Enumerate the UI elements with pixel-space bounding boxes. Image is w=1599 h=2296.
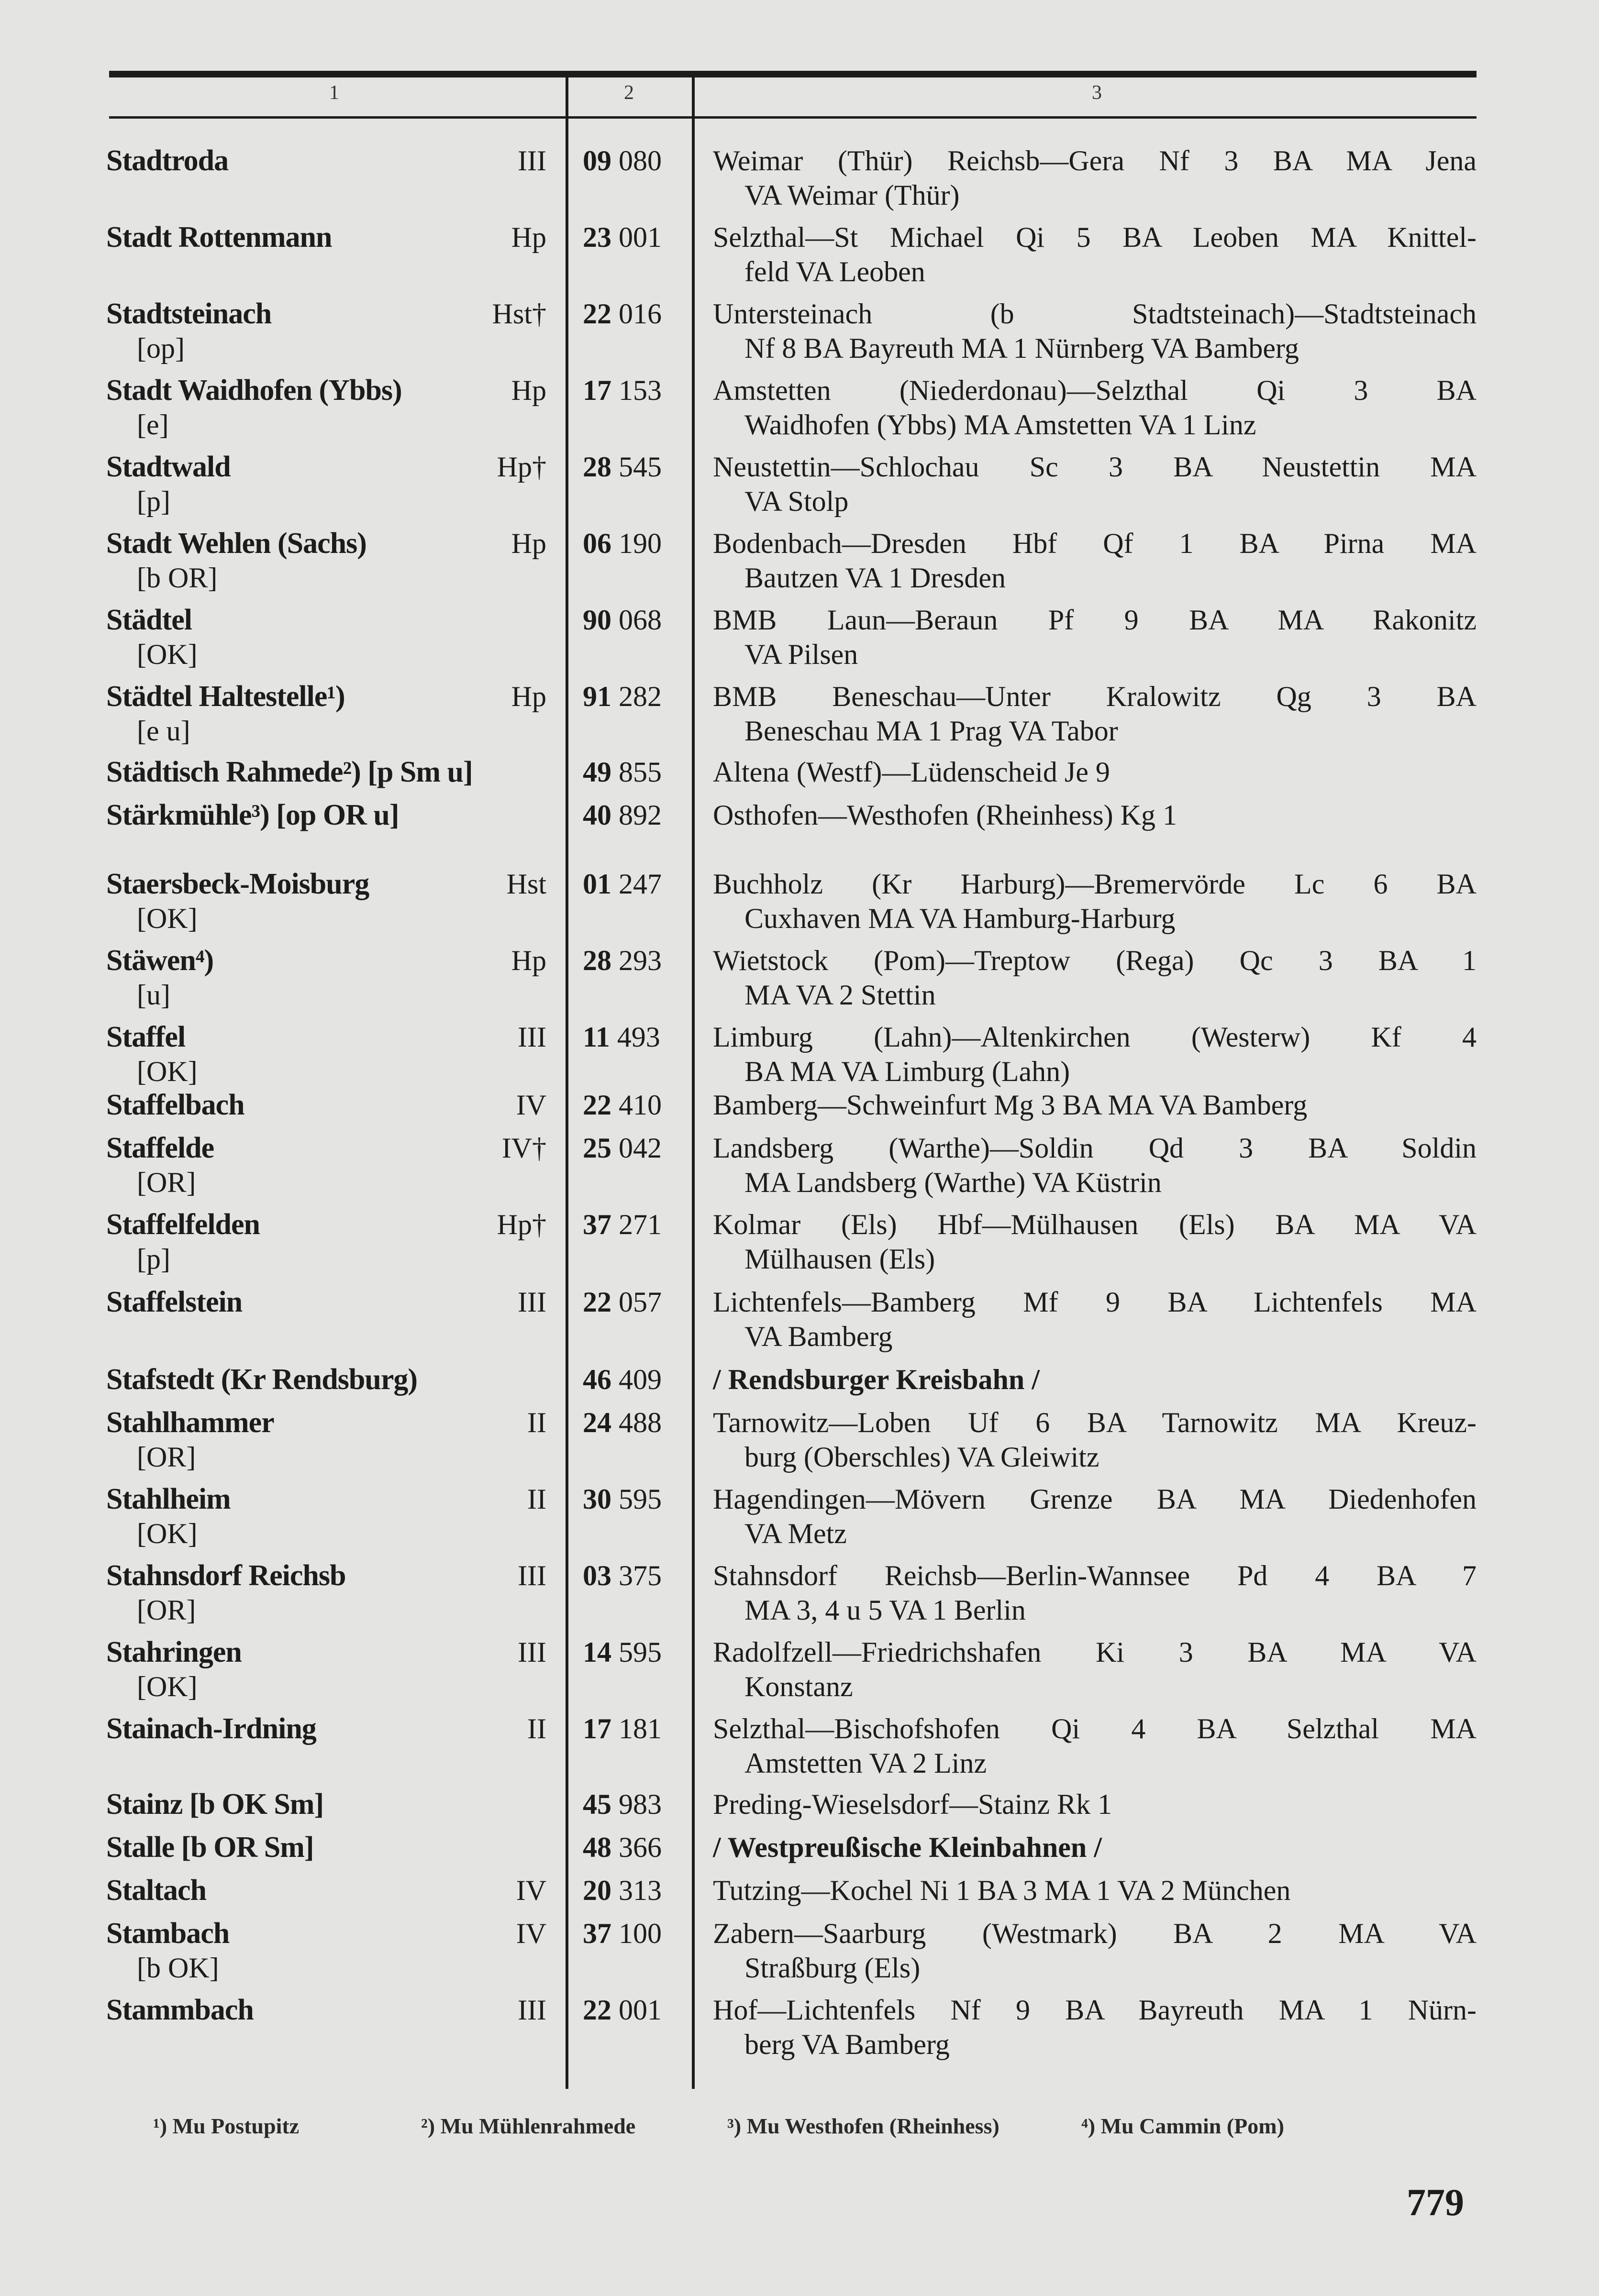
station-notes: [p] — [137, 1243, 170, 1275]
station-name: Stäwen⁴) — [106, 944, 214, 977]
station-row — [0, 1635, 1599, 1711]
station-description — [713, 798, 1477, 832]
station-code-prefix: 28 — [583, 451, 611, 483]
station-description — [713, 297, 1477, 365]
station-row — [0, 1405, 1599, 1482]
description-line-1: / Westpreußische Kleinbahnen / — [713, 1832, 1102, 1863]
station-name: Stammbach — [106, 1994, 254, 2026]
description-line-1: Wietstock (Pom)—Treptow (Rega) Qc 3 BA 1 — [713, 945, 1477, 976]
column-header-2: 2 — [624, 82, 634, 104]
station-description — [713, 943, 1477, 1012]
station-class: Hp — [511, 681, 546, 712]
description-line-1: / Rendsburger Kreisbahn / — [713, 1364, 1040, 1395]
station-code-prefix: 48 — [583, 1832, 611, 1863]
station-code — [583, 1482, 678, 1516]
station-code-prefix: 28 — [583, 945, 611, 976]
station-code-number: 409 — [619, 1364, 662, 1395]
station-class: Hp — [511, 945, 546, 976]
station-row — [0, 1207, 1599, 1284]
station-class: II — [527, 1407, 546, 1438]
station-code-number: 595 — [619, 1483, 662, 1515]
station-notes: [OK] — [137, 639, 198, 670]
station-class: IV — [516, 1918, 546, 1949]
description-line-2: VA Stolp — [744, 486, 849, 517]
footnote-4: ⁴) Mu Cammin (Pom) — [1081, 2114, 1284, 2138]
station-code-number: 293 — [619, 945, 662, 976]
station-notes: [OR] — [137, 1167, 196, 1198]
station-code-prefix: 24 — [583, 1407, 611, 1438]
description-line-1: Limburg (Lahn)—Altenkirchen (Westerw) Kf 4 — [713, 1021, 1477, 1053]
station-code-number: 057 — [619, 1286, 662, 1318]
station-code — [583, 1558, 678, 1593]
station-code-prefix: 17 — [583, 1713, 611, 1744]
station-code — [583, 1993, 678, 2027]
station-code-prefix: 91 — [583, 681, 611, 712]
station-code-number: 080 — [619, 145, 662, 177]
station-class: Hst — [506, 868, 546, 900]
column-header-1: 1 — [329, 82, 339, 104]
station-code — [583, 1020, 678, 1054]
station-code — [583, 679, 678, 714]
description-line-1: Lichtenfels—Bamberg Mf 9 BA Lichtenfels MA — [713, 1286, 1477, 1318]
station-code-prefix: 20 — [583, 1875, 611, 1906]
station-code-prefix: 25 — [583, 1132, 611, 1164]
station-name: Stadtwald — [106, 451, 231, 483]
description-line-1: Zabern—Saarburg (Westmark) BA 2 MA VA — [713, 1918, 1477, 1949]
description-line-1: Radolfzell—Friedrichshafen Ki 3 BA MA VA — [713, 1636, 1477, 1668]
station-description — [713, 1916, 1477, 1985]
station-row — [0, 867, 1599, 943]
station-description — [713, 1711, 1477, 1780]
station-description — [713, 1020, 1477, 1089]
station-code-number: 855 — [619, 756, 662, 788]
description-line-2: Beneschau MA 1 Prag VA Tabor — [744, 715, 1118, 747]
station-notes: [e] — [137, 409, 169, 441]
station-description — [713, 755, 1477, 789]
description-line-1: Kolmar (Els) Hbf—Mülhausen (Els) BA MA VA — [713, 1209, 1477, 1240]
station-description — [713, 1207, 1477, 1276]
station-class: II — [527, 1713, 546, 1744]
description-line-2: VA Pilsen — [744, 639, 858, 670]
station-code — [583, 144, 678, 178]
station-row — [0, 1916, 1599, 1993]
station-code-number: 410 — [619, 1089, 662, 1121]
station-code — [583, 526, 678, 561]
station-code — [583, 603, 678, 637]
station-row — [0, 603, 1599, 679]
description-line-2: VA Weimar (Thür) — [744, 179, 960, 211]
description-line-2: MA Landsberg (Warthe) VA Küstrin — [744, 1167, 1162, 1198]
station-description — [713, 867, 1477, 936]
station-row — [0, 450, 1599, 526]
station-code-prefix: 37 — [583, 1209, 611, 1240]
station-name: Stafstedt (Kr Rendsburg) — [106, 1363, 417, 1396]
description-line-1: Tutzing—Kochel Ni 1 BA 3 MA 1 VA 2 München — [713, 1875, 1291, 1906]
station-name: Städtel Haltestelle¹) — [106, 680, 345, 713]
station-notes: [OK] — [137, 903, 198, 934]
description-line-2: feld VA Leoben — [744, 256, 925, 287]
station-code-number: 181 — [619, 1713, 662, 1744]
station-code-prefix: 23 — [583, 221, 611, 253]
column-header-3: 3 — [1092, 82, 1102, 104]
station-code-prefix: 01 — [583, 868, 611, 900]
station-class: III — [518, 145, 546, 177]
description-line-1: Neustettin—Schlochau Sc 3 BA Neustettin MA — [713, 451, 1477, 483]
station-row — [0, 526, 1599, 603]
station-code-number: 983 — [619, 1788, 662, 1820]
station-class: III — [518, 1021, 546, 1053]
description-line-1: Osthofen—Westhofen (Rheinhess) Kg 1 — [713, 799, 1177, 831]
station-name: Staffelstein — [106, 1286, 243, 1318]
station-code — [583, 373, 678, 408]
station-name: Stahlhammer — [106, 1406, 274, 1439]
station-notes: [e u] — [137, 715, 190, 747]
station-code — [583, 755, 678, 789]
station-code-prefix: 09 — [583, 145, 611, 177]
description-line-1: Stahnsdorf Reichsb—Berlin-Wannsee Pd 4 BA 7 — [713, 1560, 1477, 1591]
station-description — [713, 603, 1477, 672]
station-code — [583, 297, 678, 331]
station-code-prefix: 22 — [583, 1089, 611, 1121]
station-class: Hp† — [497, 1209, 546, 1240]
station-notes: [OK] — [137, 1056, 198, 1087]
station-code — [583, 1405, 678, 1440]
station-description — [713, 1635, 1477, 1704]
station-code-prefix: 17 — [583, 375, 611, 406]
station-code — [583, 1830, 678, 1865]
station-code-prefix: 46 — [583, 1364, 611, 1395]
station-name: Staffelbach — [106, 1089, 244, 1121]
station-code — [583, 867, 678, 901]
station-row — [0, 1020, 1599, 1096]
station-code-prefix: 40 — [583, 799, 611, 831]
station-description — [713, 1830, 1477, 1865]
station-code-number: 068 — [619, 604, 662, 636]
station-name: Staffelde — [106, 1132, 214, 1164]
description-line-2: MA VA 2 Stettin — [744, 979, 936, 1011]
station-row — [0, 943, 1599, 1020]
station-description — [713, 1558, 1477, 1627]
footnote-1: ¹) Mu Postupitz — [153, 2114, 300, 2138]
station-name: Städtel — [106, 604, 192, 636]
description-line-2: VA Bamberg — [744, 1321, 893, 1352]
station-row — [0, 373, 1599, 450]
station-code-number: 153 — [619, 375, 662, 406]
page-number: 779 — [1407, 2182, 1464, 2224]
description-line-1: Altena (Westf)—Lüdenscheid Je 9 — [713, 756, 1110, 788]
station-code — [583, 798, 678, 832]
description-line-2: Straßburg (Els) — [744, 1952, 921, 1984]
station-code-number: 247 — [619, 868, 662, 900]
station-notes: [op] — [137, 332, 185, 364]
station-class: III — [518, 1994, 546, 2026]
station-code — [583, 1131, 678, 1165]
station-class: IV† — [501, 1132, 546, 1164]
station-row — [0, 1131, 1599, 1207]
station-notes: [p] — [137, 486, 170, 517]
station-code-number: 100 — [619, 1918, 662, 1949]
station-code-prefix: 30 — [583, 1483, 611, 1515]
description-line-1: Bamberg—Schweinfurt Mg 3 BA MA VA Bamberg — [713, 1089, 1308, 1121]
description-line-2: VA Metz — [744, 1518, 847, 1549]
station-code — [583, 450, 678, 484]
station-row — [0, 220, 1599, 297]
station-description — [713, 144, 1477, 212]
station-name: Stainach-Irdning — [106, 1712, 316, 1745]
station-name: Stainz [b OK Sm] — [106, 1788, 324, 1821]
station-name: Stadt Waidhofen (Ybbs) — [106, 374, 402, 407]
station-description — [713, 526, 1477, 595]
station-notes: [b OK] — [137, 1952, 219, 1984]
description-line-1: Hof—Lichtenfels Nf 9 BA Bayreuth MA 1 Nürn- — [713, 1994, 1477, 2026]
station-code-prefix: 14 — [583, 1636, 611, 1668]
station-code-number: 366 — [619, 1832, 662, 1863]
station-code — [583, 1088, 678, 1122]
station-notes: [OK] — [137, 1518, 198, 1549]
station-name: Staersbeck-Moisburg — [106, 868, 369, 900]
station-code-number: 001 — [619, 221, 662, 253]
station-code-number: 001 — [619, 1994, 662, 2026]
station-code — [583, 1207, 678, 1242]
station-code-number: 488 — [619, 1407, 662, 1438]
station-code — [583, 943, 678, 978]
station-name: Stahringen — [106, 1636, 242, 1668]
description-line-2: Nf 8 BA Bayreuth MA 1 Nürnberg VA Bamberg — [744, 332, 1299, 364]
description-line-2: BA MA VA Limburg (Lahn) — [744, 1056, 1070, 1087]
description-line-1: Untersteinach (b Stadtsteinach)—Stadtsteinach — [713, 298, 1477, 330]
description-line-1: Amstetten (Niederdonau)—Selzthal Qi 3 BA — [713, 375, 1477, 406]
station-code-number: 545 — [619, 451, 662, 483]
station-code — [583, 1285, 678, 1319]
description-line-2: berg VA Bamberg — [744, 2029, 950, 2060]
station-name: Staffelfelden — [106, 1208, 260, 1241]
station-code-prefix: 06 — [583, 528, 611, 559]
station-row — [0, 297, 1599, 373]
station-class: Hp† — [497, 451, 546, 483]
station-code — [583, 1635, 678, 1669]
station-row — [0, 1482, 1599, 1558]
description-line-2: Mülhausen (Els) — [744, 1243, 935, 1275]
station-code-number: 282 — [619, 681, 662, 712]
station-row — [0, 1711, 1599, 1788]
station-code-prefix: 03 — [583, 1560, 611, 1591]
station-code-number: 042 — [619, 1132, 662, 1164]
station-class: III — [518, 1636, 546, 1668]
station-code-number: 375 — [619, 1560, 662, 1591]
description-line-1: Selzthal—St Michael Qi 5 BA Leoben MA Knittel- — [713, 221, 1477, 253]
station-code — [583, 1787, 678, 1821]
station-description — [713, 1131, 1477, 1200]
station-description — [713, 1088, 1477, 1122]
station-description — [713, 1405, 1477, 1474]
station-code — [583, 1362, 678, 1397]
description-line-1: Weimar (Thür) Reichsb—Gera Nf 3 BA MA Jena — [713, 145, 1477, 177]
station-name: Stärkmühle³) [op OR u] — [106, 799, 399, 831]
header-top-rule — [109, 71, 1477, 77]
description-line-1: Selzthal—Bischofshofen Qi 4 BA Selzthal MA — [713, 1713, 1477, 1744]
station-name: Stambach — [106, 1917, 230, 1950]
station-name: Städtisch Rahmede²) [p Sm u] — [106, 756, 473, 788]
station-class: IV — [516, 1875, 546, 1906]
description-line-2: Konstanz — [744, 1671, 853, 1702]
station-class: III — [518, 1560, 546, 1591]
station-name: Staltach — [106, 1874, 206, 1907]
station-class: Hp — [511, 375, 546, 406]
station-notes: [OR] — [137, 1594, 196, 1626]
station-name: Stadt Rottenmann — [106, 221, 332, 254]
station-class: II — [527, 1483, 546, 1515]
station-code-prefix: 22 — [583, 298, 611, 330]
station-name: Stadt Wehlen (Sachs) — [106, 527, 366, 560]
station-name: Staffel — [106, 1021, 186, 1053]
station-description — [713, 1362, 1477, 1397]
station-class: Hp — [511, 221, 546, 253]
footnote-2: ²) Mu Mühlenrahmede — [421, 2114, 636, 2138]
station-description — [713, 1787, 1477, 1821]
description-line-2: Cuxhaven MA VA Hamburg-Harburg — [744, 903, 1176, 934]
station-code-number: 271 — [619, 1209, 662, 1240]
station-code-prefix: 45 — [583, 1788, 611, 1820]
station-code — [583, 1916, 678, 1951]
station-name: Stalle [b OR Sm] — [106, 1831, 314, 1864]
station-class: Hp — [511, 528, 546, 559]
footnote-3: ³) Mu Westhofen (Rheinhess) — [727, 2114, 999, 2138]
station-description — [713, 1285, 1477, 1354]
station-code-prefix: 37 — [583, 1918, 611, 1949]
description-line-1: Preding-Wieselsdorf—Stainz Rk 1 — [713, 1788, 1112, 1820]
description-line-2: Waidhofen (Ybbs) MA Amstetten VA 1 Linz — [744, 409, 1256, 441]
description-line-2: MA 3, 4 u 5 VA 1 Berlin — [744, 1594, 1026, 1626]
description-line-1: Buchholz (Kr Harburg)—Bremervörde Lc 6 BA — [713, 868, 1477, 900]
station-code-prefix: 49 — [583, 756, 611, 788]
station-code-number: 892 — [619, 799, 662, 831]
station-code-number: 190 — [619, 528, 662, 559]
station-name: Stadtroda — [106, 144, 229, 177]
description-line-1: Tarnowitz—Loben Uf 6 BA Tarnowitz MA Kreuz- — [713, 1407, 1477, 1438]
station-code-prefix: 11 — [583, 1021, 610, 1053]
station-notes: [OR] — [137, 1441, 196, 1473]
description-line-2: Bautzen VA 1 Dresden — [744, 562, 1006, 594]
station-code — [583, 1873, 678, 1908]
station-code — [583, 1711, 678, 1746]
station-row — [0, 1558, 1599, 1635]
station-description — [713, 679, 1477, 748]
station-row — [0, 1285, 1599, 1361]
description-line-2: Amstetten VA 2 Linz — [744, 1747, 987, 1779]
station-row — [0, 679, 1599, 756]
station-class: III — [518, 1286, 546, 1318]
station-description — [713, 1482, 1477, 1551]
description-line-1: Hagendingen—Mövern Grenze BA MA Diedenhofen — [713, 1483, 1477, 1515]
station-code-number: 595 — [619, 1636, 662, 1668]
station-name: Stadtsteinach — [106, 298, 272, 330]
station-row — [0, 798, 1599, 874]
station-code — [583, 220, 678, 254]
station-code-number: 313 — [619, 1875, 662, 1906]
station-name: Stahlheim — [106, 1483, 231, 1515]
station-description — [713, 373, 1477, 442]
station-code-prefix: 22 — [583, 1994, 611, 2026]
station-name: Stahnsdorf Reichsb — [106, 1559, 346, 1592]
station-notes: [b OR] — [137, 562, 218, 594]
station-notes: [u] — [137, 979, 170, 1011]
station-class: IV — [516, 1089, 546, 1121]
description-line-1: Bodenbach—Dresden Hbf Qf 1 BA Pirna MA — [713, 528, 1477, 559]
station-code-number: 493 — [617, 1021, 660, 1053]
station-row — [0, 1993, 1599, 2069]
station-class: Hst† — [492, 298, 546, 330]
station-description — [713, 220, 1477, 289]
station-description — [713, 1993, 1477, 2062]
station-description — [713, 1873, 1477, 1908]
station-code-prefix: 22 — [583, 1286, 611, 1318]
description-line-1: Landsberg (Warthe)—Soldin Qd 3 BA Soldin — [713, 1132, 1477, 1164]
station-code-prefix: 90 — [583, 604, 611, 636]
station-code-number: 016 — [619, 298, 662, 330]
station-row — [0, 144, 1599, 220]
station-description — [713, 450, 1477, 519]
header-bottom-rule — [109, 116, 1477, 119]
description-line-1: BMB Laun—Beraun Pf 9 BA MA Rakonitz — [713, 604, 1477, 636]
station-notes: [OK] — [137, 1671, 198, 1702]
description-line-1: BMB Beneschau—Unter Kralowitz Qg 3 BA — [713, 681, 1477, 712]
description-line-2: burg (Oberschles) VA Gleiwitz — [744, 1441, 1099, 1473]
